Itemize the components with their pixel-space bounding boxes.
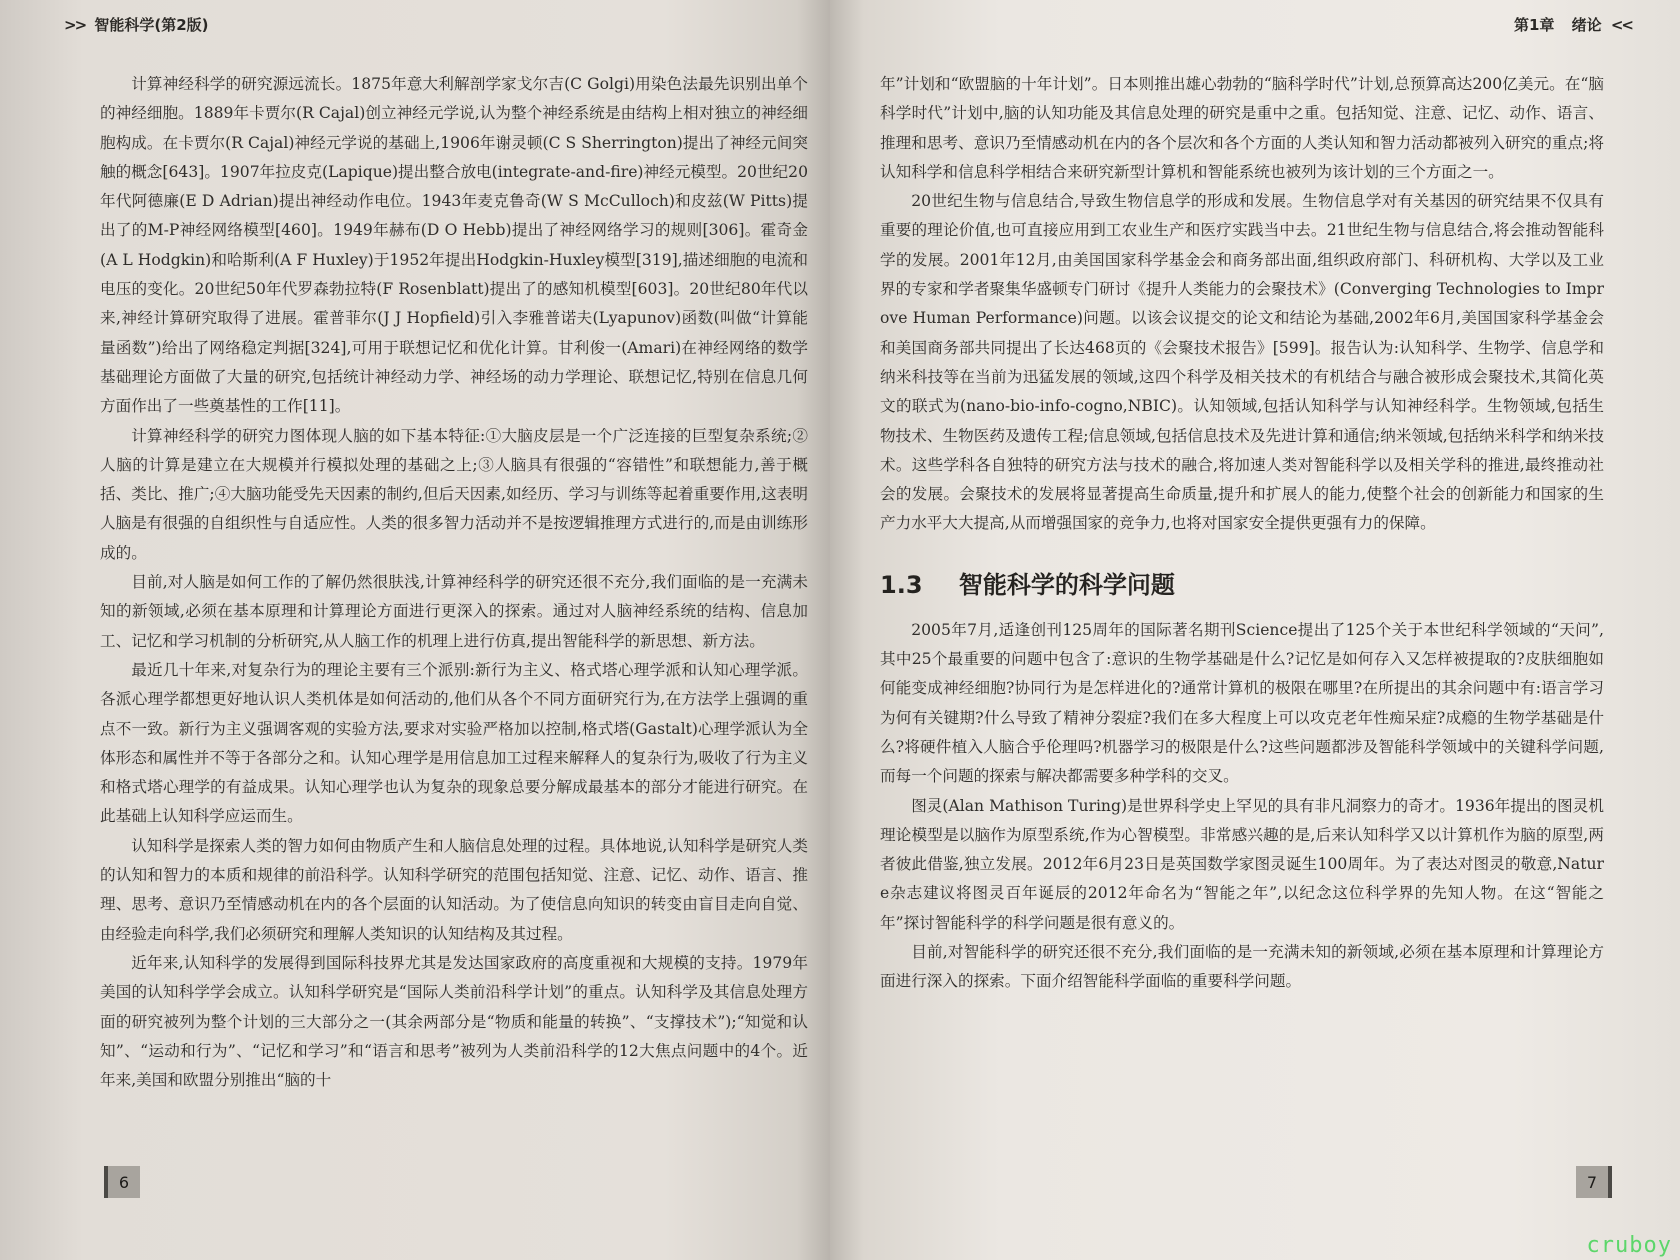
- chapter-title: 绪论: [1571, 16, 1602, 34]
- left-running-head: [60, 14, 209, 35]
- right-body-text: [880, 70, 1604, 997]
- section-number: 1.3: [880, 570, 923, 599]
- right-paragraph: 2005年7月,适逢创刊125周年的国际著名期刊Science提出了125个关于本世纪科学领域的“天问”,其中25个最重要的问题中包含了:意识的生物学基础是什么?记忆是如何存入又怎样被提取的?皮肤细胞如何能变成神经细胞?协同行为是怎样进化的?通常计算机的极限在哪里?在所提出的其余问题中有:语言学习为何有关键期?什么导致了精神分裂症?我们在多大程度上可以攻克老年性痴呆症?成瘾的生物学基础是什么?将硬件植入人脑合乎伦理吗?机器学习的极限是什么?这些问题都涉及智能科学领域中的关键科学问题,而每一个问题的探索与解决都需要多种学科的交叉。: [880, 620, 1604, 786]
- chapter-label: 第1章: [1513, 16, 1555, 34]
- watermark: cruboy: [1586, 1233, 1672, 1258]
- left-page-number: 6: [104, 1166, 140, 1198]
- right-paragraph: 图灵(Alan Mathison Turing)是世界科学史上罕见的具有非凡洞察力的奇才。1936年提出的图灵机理论模型是以脑作为原型系统,作为心智模型。非常感兴趣的是,后来认知科学又以计算机作为脑的原型,两者彼此借鉴,独立发展。2012年6月23日是英国数学家图灵诞生100周年。为了表达对图灵的敬意,Nature杂志建议将图灵百年诞辰的2012年命名为“智能之年”,以纪念这位科学界的先知人物。在这“智能之年”探讨智能科学的科学问题是很有意义的。: [880, 796, 1604, 932]
- left-paragraph: 认知科学是探索人类的智力如何由物质产生和人脑信息处理的过程。具体地说,认知科学是研究人类的认知和智力的本质和规律的前沿科学。认知科学研究的范围包括知觉、注意、记忆、动作、语言、推理、思考、意识乃至情感动机在内的各个层面的认知活动。为了使信息向知识的转变由盲目走向自觉、由经验走向科学,我们必须研究和理解人类知识的认知结构及其过程。: [100, 836, 808, 943]
- right-page-number: 7: [1576, 1166, 1612, 1198]
- right-paragraph: 目前,对智能科学的研究还很不充分,我们面临的是一充满未知的新领域,必须在基本原理和计算理论方面进行深入的探索。下面介绍智能科学面临的重要科学问题。: [880, 943, 1604, 991]
- section-heading: [880, 565, 1604, 600]
- section-title: 智能科学的科学问题: [958, 570, 1175, 599]
- left-body-text: [100, 70, 808, 1095]
- right-page: [830, 0, 1680, 1260]
- right-paragraph: 20世纪生物与信息结合,导致生物信息学的形成和发展。生物信息学对有关基因的研究结果不仅具有重要的理论价值,也可直接应用到工农业生产和医疗实践当中去。21世纪生物与信息结合,将会推动智能科学的发展。2001年12月,由美国国家科学基金会和商务部出面,组织政府部门、科研机构、大学以及工业界的专家和学者聚集华盛顿专门研讨《提升人类能力的会聚技术》(Converging Technologies to Improve Human Performance)问题。以该会议提交的论文和结论为基础,2002年6月,美国国家科学基金会和美国商务部共同提出了长达468页的《会聚技术报告》[599]。报告认为:认知科学、生物学、信息学和纳米科技等在当前为迅猛发展的领域,这四个科学及相关技术的有机结合与融合被形成会聚技术,其简化英文的联式为(nano-bio-info-cogno,NBIC)。认知领域,包括认知科学与认知神经科学。生物领域,包括生物技术、生物医药及遗传工程;信息领域,包括信息技术及先进计算和通信;纳米领域,包括纳米科学和纳米技术。这些学科各自独特的研究方法与技术的融合,将加速人类对智能科学以及相关学科的推进,最终推动社会的发展。会聚技术的发展将显著提高生命质量,提升和扩展人的能力,使整个社会的创新能力和国家的生产力水平大大提高,从而增强国家的竞争力,也将对国家安全提供更强有力的保障。: [880, 192, 1604, 533]
- left-paragraph: 计算神经科学的研究力图体现人脑的如下基本特征:①大脑皮层是一个广泛连接的巨型复杂系统;②人脑的计算是建立在大规模并行模拟处理的基础之上;③人脑具有很强的“容错性”和联想能力,善于概括、类比、推广;④大脑功能受先天因素的制约,但后天因素,如经历、学习与训练等起着重要作用,这表明人脑是有很强的自组织性与自适应性。人类的很多智力活动并不是按逻辑推理方式进行的,而是由训练形成的。: [100, 426, 808, 562]
- right-running-head: [1514, 14, 1636, 35]
- left-page: [0, 0, 830, 1260]
- right-continued-paragraph: 年”计划和“欧盟脑的十年计划”。日本则推出雄心勃勃的“脑科学时代”计划,总预算高达200亿美元。在“脑科学时代”计划中,脑的认知功能及其信息处理的研究是重中之重。包括知觉、注意、记忆、动作、语言、推理和思考、意识乃至情感动机在内的各个层次和各个方面的人类认知和智力活动都被列入研究的重点;将认知科学和信息科学相结合来研究新型计算机和智能系统也被列为该计划的三个方面之一。: [880, 75, 1604, 181]
- double-chevron-right-icon: >>: [64, 16, 86, 34]
- left-paragraph: 最近几十年来,对复杂行为的理论主要有三个派别:新行为主义、格式塔心理学派和认知心理学派。各派心理学都想更好地认识人类机体是如何活动的,他们从各个不同方面研究行为,在方法学上强调的重点不一致。新行为主义强调客观的实验方法,要求对实验严格加以控制,格式塔(Gastalt)心理学派认为全体形态和属性并不等于各部分之和。认知心理学是用信息加工过程来解释人的复杂行为,吸收了行为主义和格式塔心理学的有益成果。认知心理学也认为复杂的现象总要分解成最基本的部分才能进行研究。在此基础上认知科学应运而生。: [100, 660, 808, 826]
- left-paragraph: 近年来,认知科学的发展得到国际科技界尤其是发达国家政府的高度重视和大规模的支持。1979年美国的认知科学学会成立。认知科学研究是“国际人类前沿科学计划”的重点。认知科学及其信息处理方面的研究被列为整个计划的三大部分之一(其余两部分是“物质和能量的转换”、“支撑技术”);“知觉和认知”、“运动和行为”、“记忆和学习”和“语言和思考”被列为人类前沿科学的12大焦点问题中的4个。近年来,美国和欧盟分别推出“脑的十: [100, 953, 808, 1090]
- book-title: 智能科学(第2版): [94, 16, 209, 34]
- double-chevron-left-icon: <<: [1610, 16, 1632, 34]
- left-paragraph: 计算神经科学的研究源远流长。1875年意大利解剖学家戈尔吉(C Golgi)用染色法最先识别出单个的神经细胞。1889年卡贾尔(R Cajal)创立神经元学说,认为整个神经系统是由结构上相对独立的神经细胞构成。在卡贾尔(R Cajal)神经元学说的基础上,1906年谢灵顿(C S Sherrington)提出了神经元间突触的概念[643]。1907年拉皮克(Lapique)提出整合放电(integrate-and-fire)神经元模型。20世纪20年代阿德廉(E D Adrian)提出神经动作电位。1943年麦克鲁奇(W S McCulloch)和皮兹(W Pitts)提出了的M-P神经网络模型[460]。1949年赫布(D O Hebb)提出了神经网络学习的规则[306]。霍奇金(A L Hodgkin)和哈斯利(A F Huxley)于1952年提出Hodgkin-Huxley模型[319],描述细胞的电流和电压的变化。20世纪50年代罗森勃拉特(F Rosenblatt)提出了的感知机模型[603]。20世纪80年代以来,神经计算研究取得了进展。霍普菲尔(J J Hopfield)引入李雅普诺夫(Lyapunov)函数(叫做“计算能量函数”)给出了网络稳定判据[324],可用于联想记忆和优化计算。甘利俊一(Amari)在神经网络的数学基础理论方面做了大量的研究,包括统计神经动力学、神经场的动力学理论、联想记忆,特别在信息几何方面作出了一些奠基性的工作[11]。: [100, 75, 808, 416]
- left-paragraph: 目前,对人脑是如何工作的了解仍然很肤浅,计算神经科学的研究还很不充分,我们面临的是一充满未知的新领域,必须在基本原理和计算理论方面进行更深入的探索。通过对人脑神经系统的结构、信息加工、记忆和学习机制的分析研究,从人脑工作的机理上进行仿真,提出智能科学的新思想、新方法。: [100, 573, 808, 650]
